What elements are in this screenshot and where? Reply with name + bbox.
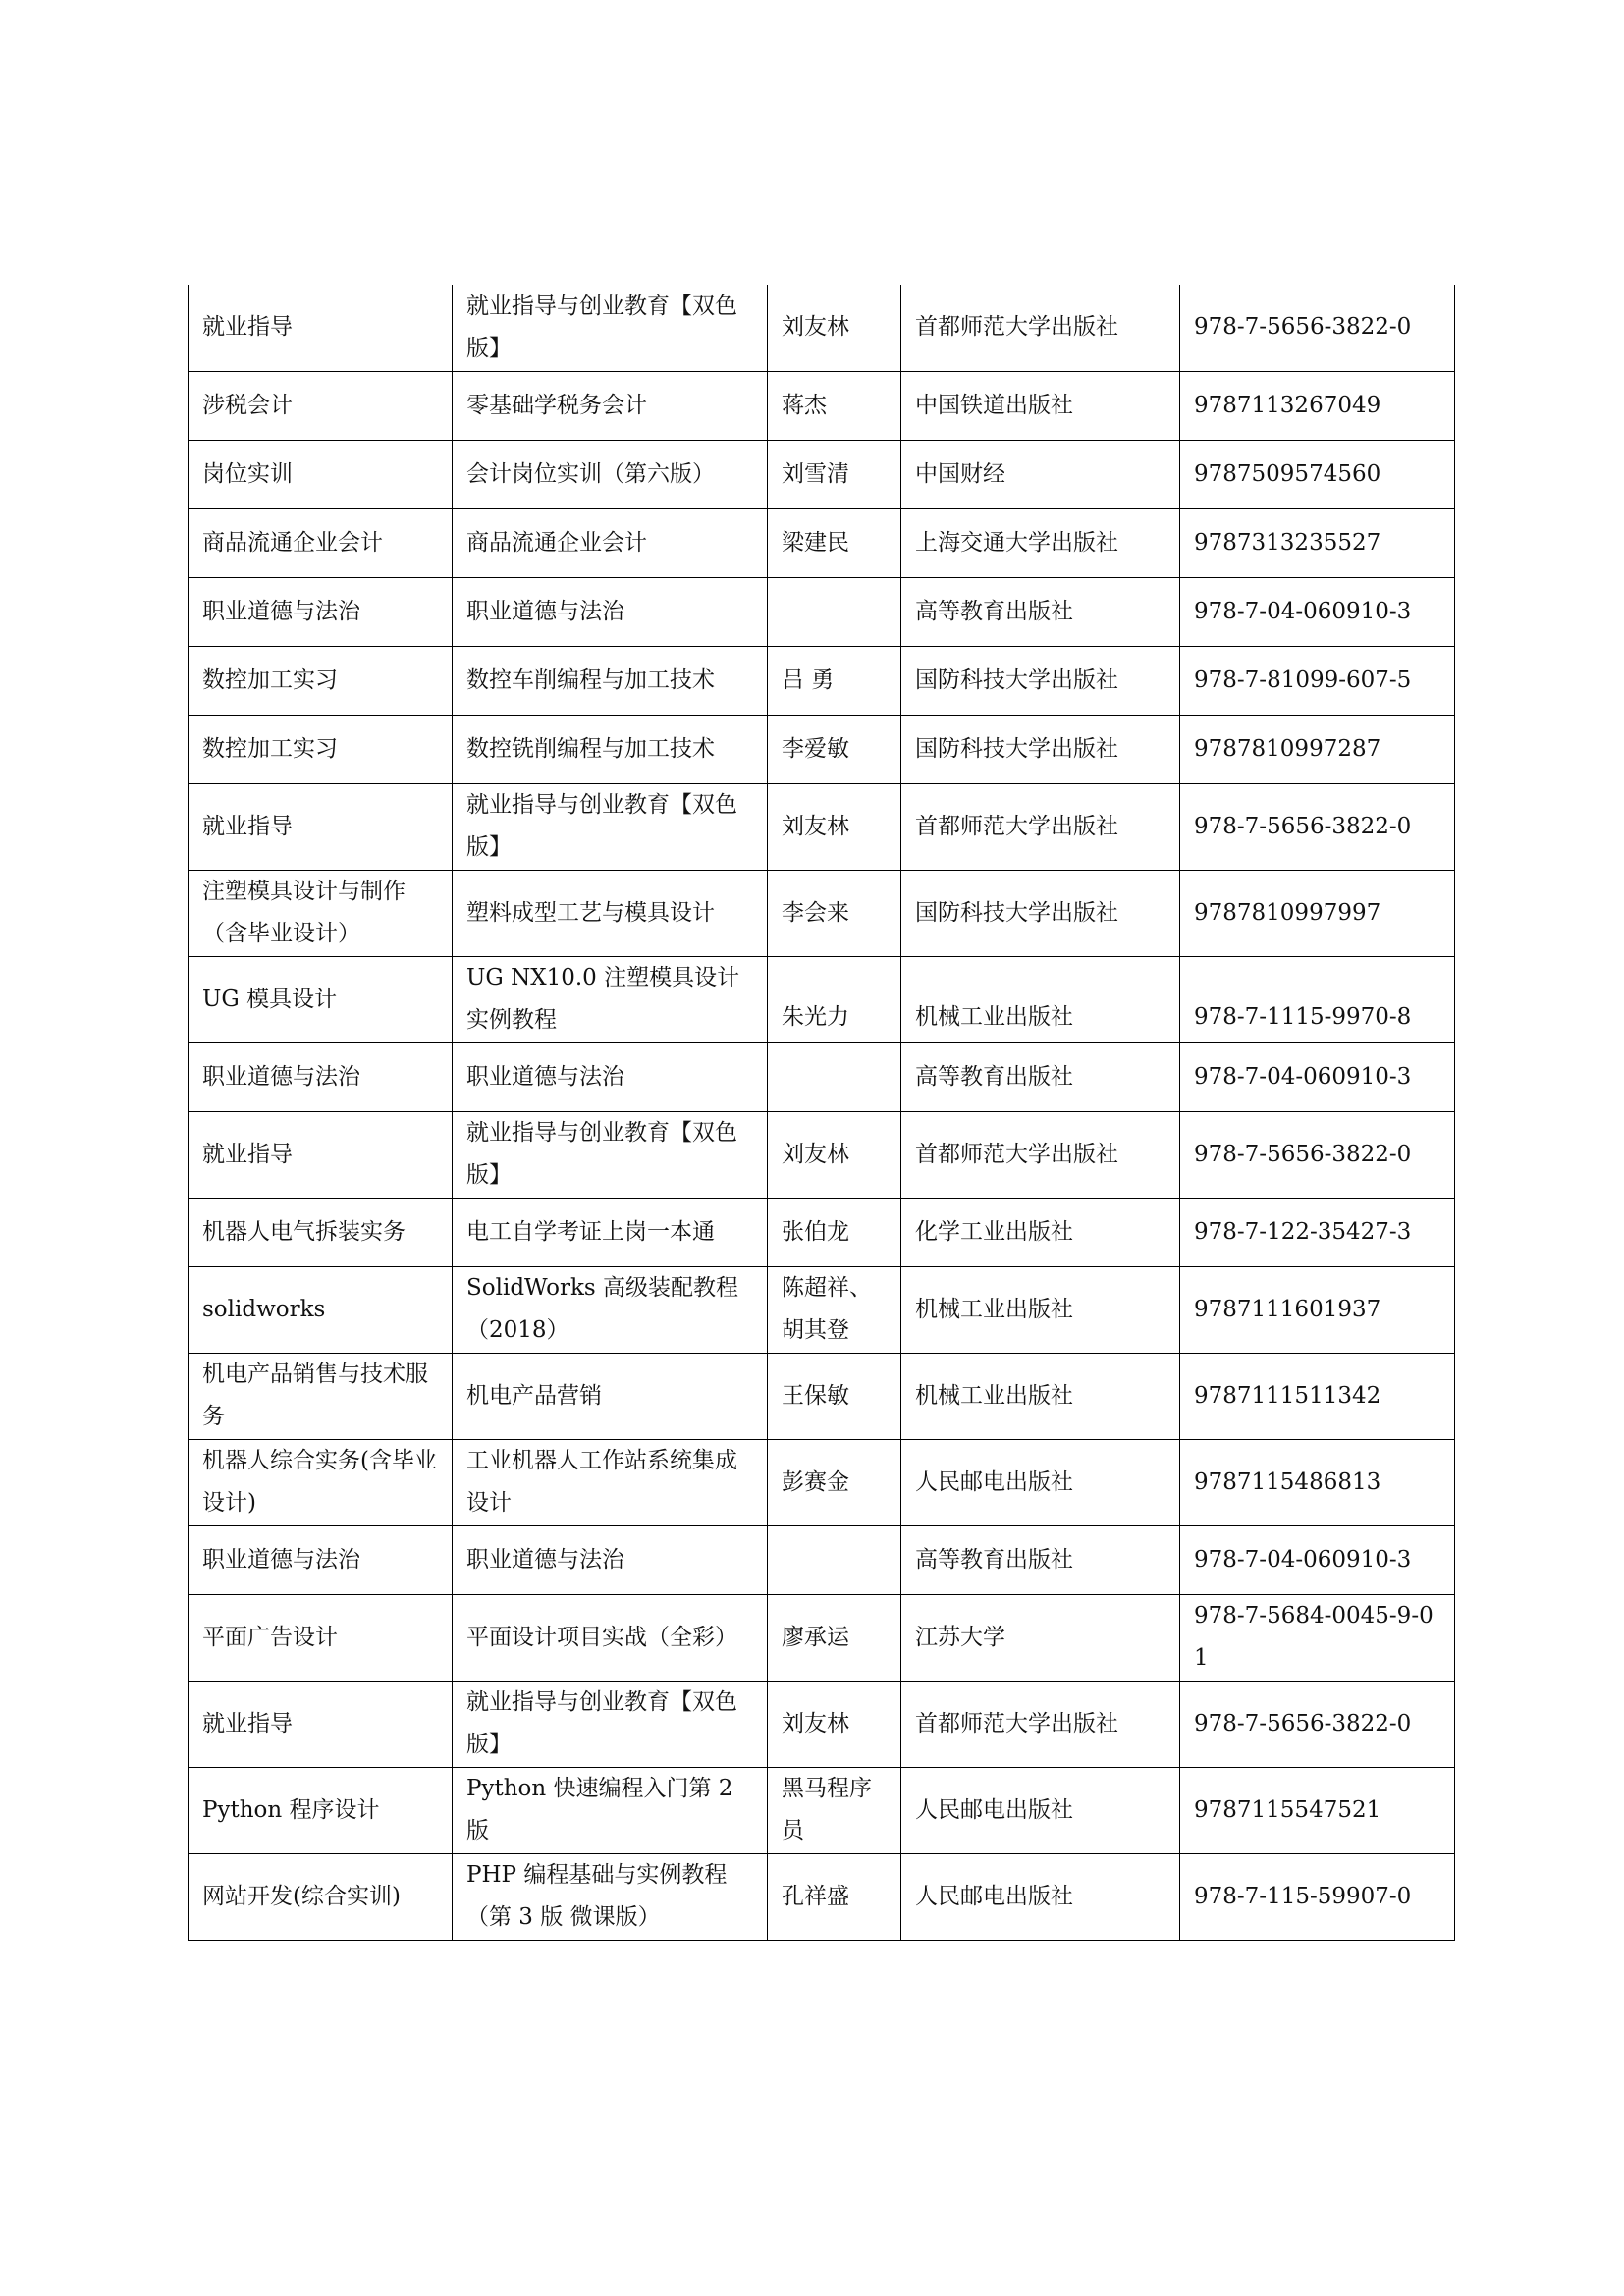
isbn-cell: 978-7-5656-3822-0 <box>1180 783 1455 870</box>
publisher-cell: 首都师范大学出版社 <box>901 783 1180 870</box>
book-title-cell: 塑料成型工艺与模具设计 <box>453 870 768 956</box>
course-name-cell: 岗位实训 <box>189 440 453 508</box>
publisher-cell: 中国财经 <box>901 440 1180 508</box>
course-name-cell: 涉税会计 <box>189 371 453 440</box>
author-cell: 吕 勇 <box>768 646 901 715</box>
table-row <box>189 1767 1455 1853</box>
course-name-cell: 就业指导 <box>189 285 453 371</box>
table-row <box>189 440 1455 508</box>
publisher-cell: 高等教育出版社 <box>901 1525 1180 1594</box>
book-title-cell: 就业指导与创业教育【双色版】 <box>453 783 768 870</box>
course-name-cell: 网站开发(综合实训) <box>189 1853 453 1940</box>
course-name-cell: 注塑模具设计与制作（含毕业设计） <box>189 870 453 956</box>
book-title-cell: UG NX10.0 注塑模具设计实例教程 <box>453 956 768 1042</box>
course-name-cell: 职业道德与法治 <box>189 1525 453 1594</box>
author-cell: 李爱敏 <box>768 715 901 783</box>
table-row <box>189 646 1455 715</box>
publisher-cell: 江苏大学 <box>901 1594 1180 1681</box>
course-name-cell: Python 程序设计 <box>189 1767 453 1853</box>
book-title-cell: 工业机器人工作站系统集成设计 <box>453 1439 768 1525</box>
book-title-cell: 职业道德与法治 <box>453 577 768 646</box>
book-title-cell: 职业道德与法治 <box>453 1042 768 1111</box>
author-cell: 李会来 <box>768 870 901 956</box>
isbn-cell: 978-7-81099-607-5 <box>1180 646 1455 715</box>
course-name-cell: 商品流通企业会计 <box>189 508 453 577</box>
book-title-cell: 平面设计项目实战（全彩） <box>453 1594 768 1681</box>
author-cell: 刘友林 <box>768 783 901 870</box>
book-title-cell: SolidWorks 高级装配教程（2018） <box>453 1266 768 1353</box>
isbn-cell: 978-7-04-060910-3 <box>1180 577 1455 646</box>
author-cell: 刘友林 <box>768 1681 901 1767</box>
isbn-cell: 978-7-04-060910-3 <box>1180 1042 1455 1111</box>
textbook-table-body <box>189 285 1455 1940</box>
author-cell <box>768 577 901 646</box>
author-cell <box>768 1042 901 1111</box>
course-name-cell: 机器人电气拆装实务 <box>189 1198 453 1266</box>
course-name-cell: 数控加工实习 <box>189 715 453 783</box>
author-cell: 刘雪清 <box>768 440 901 508</box>
course-name-cell: 就业指导 <box>189 1111 453 1198</box>
isbn-cell: 978-7-5656-3822-0 <box>1180 1111 1455 1198</box>
book-title-cell: 会计岗位实训（第六版） <box>453 440 768 508</box>
table-row <box>189 956 1455 1042</box>
isbn-cell: 9787115486813 <box>1180 1439 1455 1525</box>
book-title-cell: 商品流通企业会计 <box>453 508 768 577</box>
publisher-cell: 国防科技大学出版社 <box>901 715 1180 783</box>
course-name-cell: 机器人综合实务(含毕业设计) <box>189 1439 453 1525</box>
isbn-cell: 9787810997287 <box>1180 715 1455 783</box>
author-cell: 孔祥盛 <box>768 1853 901 1940</box>
textbook-table <box>188 285 1455 1941</box>
publisher-cell: 国防科技大学出版社 <box>901 870 1180 956</box>
isbn-cell: 978-7-5684-0045-9-01 <box>1180 1594 1455 1681</box>
isbn-cell: 9787509574560 <box>1180 440 1455 508</box>
book-title-cell: 职业道德与法治 <box>453 1525 768 1594</box>
isbn-cell: 9787313235527 <box>1180 508 1455 577</box>
table-row <box>189 1439 1455 1525</box>
isbn-cell: 978-7-04-060910-3 <box>1180 1525 1455 1594</box>
publisher-cell: 首都师范大学出版社 <box>901 285 1180 371</box>
table-row <box>189 1266 1455 1353</box>
table-row <box>189 577 1455 646</box>
isbn-cell: 9787111601937 <box>1180 1266 1455 1353</box>
publisher-cell: 高等教育出版社 <box>901 577 1180 646</box>
isbn-cell: 9787111511342 <box>1180 1353 1455 1439</box>
course-name-cell: 平面广告设计 <box>189 1594 453 1681</box>
table-row <box>189 1198 1455 1266</box>
table-row <box>189 1042 1455 1111</box>
publisher-cell: 化学工业出版社 <box>901 1198 1180 1266</box>
publisher-cell: 首都师范大学出版社 <box>901 1111 1180 1198</box>
book-title-cell: 机电产品营销 <box>453 1353 768 1439</box>
isbn-cell: 9787113267049 <box>1180 371 1455 440</box>
publisher-cell: 人民邮电出版社 <box>901 1767 1180 1853</box>
publisher-cell: 上海交通大学出版社 <box>901 508 1180 577</box>
author-cell: 刘友林 <box>768 1111 901 1198</box>
publisher-cell: 国防科技大学出版社 <box>901 646 1180 715</box>
author-cell: 蒋杰 <box>768 371 901 440</box>
table-row <box>189 1681 1455 1767</box>
course-name-cell: 就业指导 <box>189 1681 453 1767</box>
publisher-cell: 人民邮电出版社 <box>901 1853 1180 1940</box>
course-name-cell: UG 模具设计 <box>189 956 453 1042</box>
table-row <box>189 1353 1455 1439</box>
author-cell: 黑马程序员 <box>768 1767 901 1853</box>
table-row <box>189 285 1455 371</box>
publisher-cell: 中国铁道出版社 <box>901 371 1180 440</box>
book-title-cell: PHP 编程基础与实例教程（第 3 版 微课版） <box>453 1853 768 1940</box>
table-row <box>189 783 1455 870</box>
book-title-cell: 数控车削编程与加工技术 <box>453 646 768 715</box>
course-name-cell: 数控加工实习 <box>189 646 453 715</box>
table-row <box>189 1111 1455 1198</box>
book-title-cell: 就业指导与创业教育【双色版】 <box>453 1111 768 1198</box>
isbn-cell: 9787115547521 <box>1180 1767 1455 1853</box>
author-cell: 朱光力 <box>768 956 901 1042</box>
table-row <box>189 508 1455 577</box>
table-row <box>189 1525 1455 1594</box>
book-title-cell: Python 快速编程入门第 2 版 <box>453 1767 768 1853</box>
table-row <box>189 715 1455 783</box>
publisher-cell: 首都师范大学出版社 <box>901 1681 1180 1767</box>
isbn-cell: 978-7-5656-3822-0 <box>1180 1681 1455 1767</box>
course-name-cell: 就业指导 <box>189 783 453 870</box>
book-title-cell: 零基础学税务会计 <box>453 371 768 440</box>
isbn-cell: 978-7-122-35427-3 <box>1180 1198 1455 1266</box>
isbn-cell: 9787810997997 <box>1180 870 1455 956</box>
publisher-cell: 人民邮电出版社 <box>901 1439 1180 1525</box>
table-row <box>189 1853 1455 1940</box>
book-title-cell: 就业指导与创业教育【双色版】 <box>453 1681 768 1767</box>
book-title-cell: 就业指导与创业教育【双色版】 <box>453 285 768 371</box>
publisher-cell: 高等教育出版社 <box>901 1042 1180 1111</box>
book-title-cell: 数控铣削编程与加工技术 <box>453 715 768 783</box>
table-row <box>189 371 1455 440</box>
author-cell: 梁建民 <box>768 508 901 577</box>
publisher-cell: 机械工业出版社 <box>901 956 1180 1042</box>
table-row <box>189 1594 1455 1681</box>
book-title-cell: 电工自学考证上岗一本通 <box>453 1198 768 1266</box>
publisher-cell: 机械工业出版社 <box>901 1266 1180 1353</box>
author-cell: 张伯龙 <box>768 1198 901 1266</box>
author-cell: 刘友林 <box>768 285 901 371</box>
table-row <box>189 870 1455 956</box>
publisher-cell: 机械工业出版社 <box>901 1353 1180 1439</box>
course-name-cell: 职业道德与法治 <box>189 1042 453 1111</box>
author-cell: 王保敏 <box>768 1353 901 1439</box>
course-name-cell: 职业道德与法治 <box>189 577 453 646</box>
isbn-cell: 978-7-1115-9970-8 <box>1180 956 1455 1042</box>
isbn-cell: 978-7-5656-3822-0 <box>1180 285 1455 371</box>
author-cell: 陈超祥、胡其登 <box>768 1266 901 1353</box>
author-cell: 廖承运 <box>768 1594 901 1681</box>
course-name-cell: 机电产品销售与技术服务 <box>189 1353 453 1439</box>
author-cell: 彭赛金 <box>768 1439 901 1525</box>
isbn-cell: 978-7-115-59907-0 <box>1180 1853 1455 1940</box>
course-name-cell: solidworks <box>189 1266 453 1353</box>
author-cell <box>768 1525 901 1594</box>
